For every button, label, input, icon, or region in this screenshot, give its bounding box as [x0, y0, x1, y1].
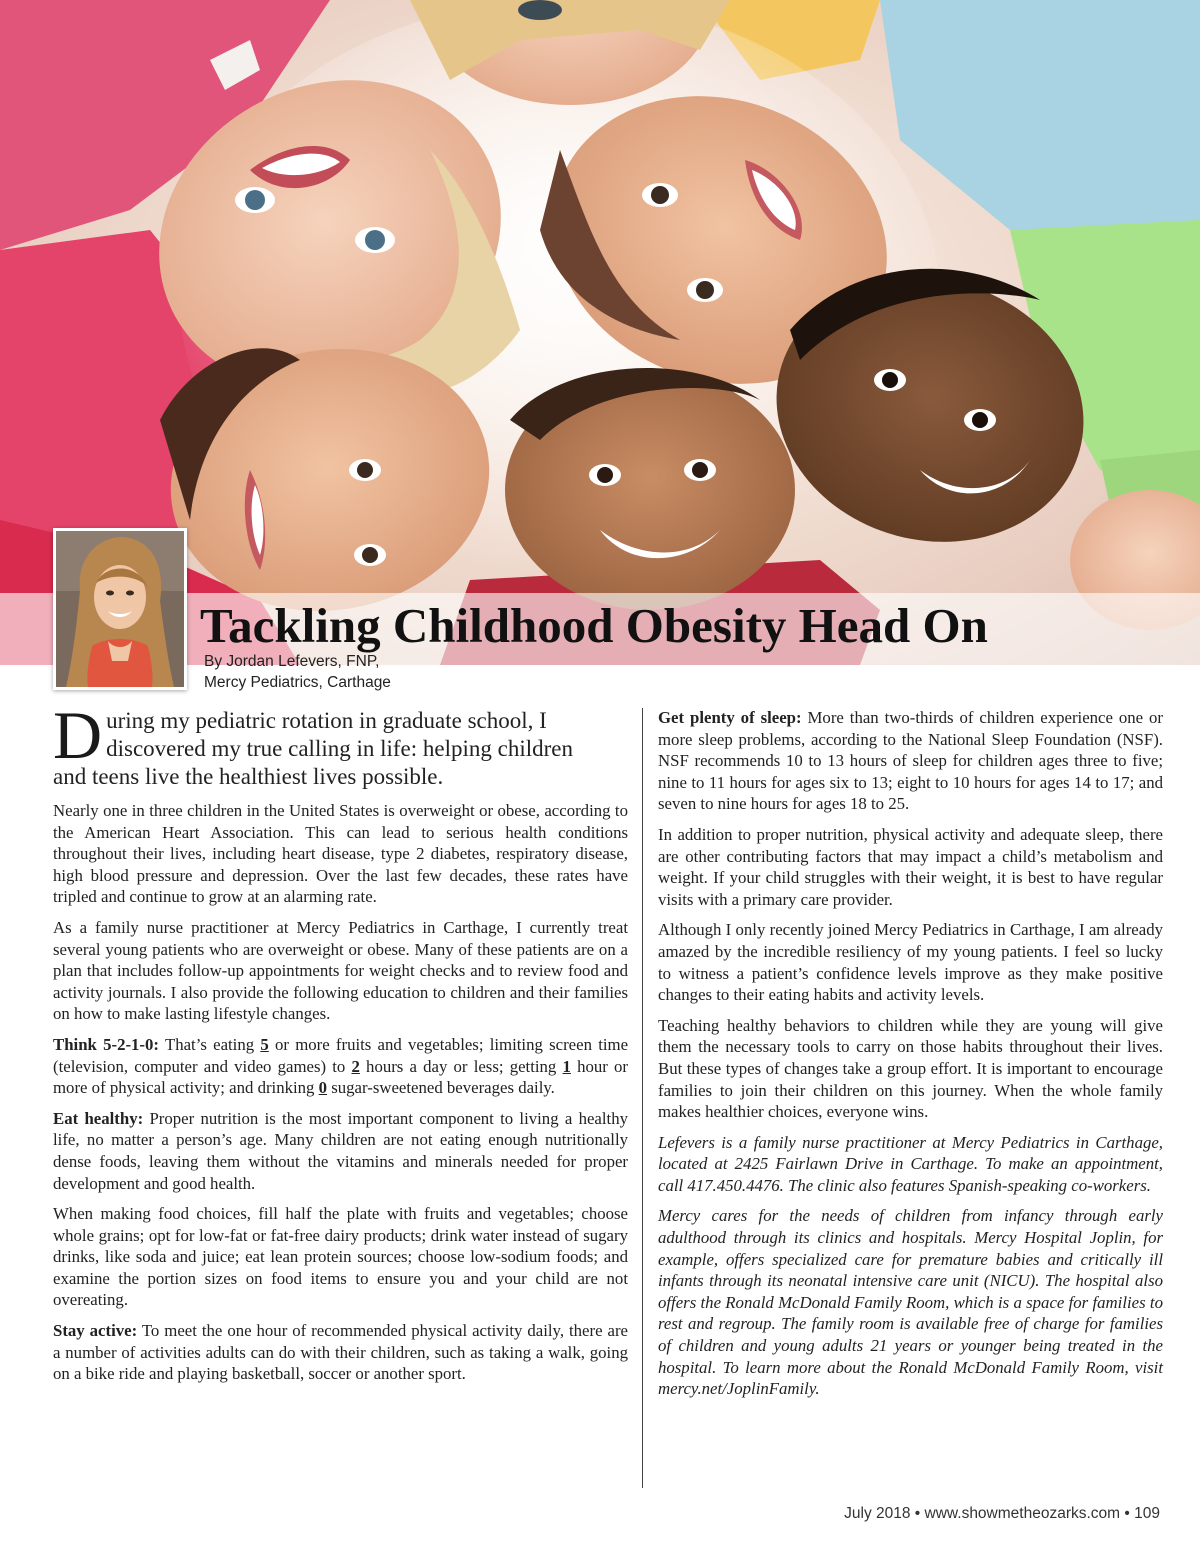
think-number-5: 5: [260, 1034, 269, 1054]
column-divider: [642, 708, 643, 1488]
think-text-3: hours a day or less; getting: [359, 1056, 563, 1076]
byline: [204, 651, 391, 693]
think-number-0: 0: [318, 1078, 328, 1098]
paragraph-practice: As a family nurse practitioner at Mercy Pediatrics in Carthage, I currently treat several young patients who are overweight or obese. Many of these patients are on a plan that includes follow-up appointments for weight checks and to review food and activity journals. I also provide the following education to children and their families on how to make lasting lifestyle changes.: [53, 917, 628, 1024]
lead-paragraph: [53, 697, 628, 791]
paragraph-think-5210: [53, 1034, 628, 1099]
sleep-heading: Get plenty of sleep:: [658, 708, 802, 727]
paragraph-resiliency: Although I only recently joined Mercy Pediatrics in Carthage, I am already amazed by the incredible resiliency of my young patients. I feel so lucky to witness a patient’s confidence levels improve as they make positive changes to their eating habits and activity levels.: [658, 920, 1163, 1005]
lead-line-2: discovered my true calling in life: helping children: [106, 736, 573, 761]
website-url: www.showmetheozarks.com: [924, 1505, 1121, 1522]
lead-line-1: uring my pediatric rotation in graduate school, I: [106, 708, 547, 733]
eat-healthy-heading: Eat healthy:: [53, 1108, 144, 1128]
think-text-4: hour or more of physical activity; and drinking: [53, 1056, 628, 1098]
lead-line-3: and teens live the healthiest lives possible.: [53, 764, 444, 789]
stay-active-body: To meet the one hour of recommended physical activity daily, there are a number of activities adults can do with their children, such as taking a walk, going on a bike ride and playing basketball, soccer or another sport.: [53, 1321, 628, 1384]
think-heading: Think 5-2-1-0:: [53, 1034, 160, 1054]
footer-separator: •: [910, 1505, 925, 1522]
page-number: 109: [1134, 1505, 1160, 1522]
article-title: Tackling Childhood Obesity Head On: [200, 598, 988, 653]
byline-affiliation: Mercy Pediatrics, Carthage: [204, 674, 391, 691]
mercy-info: Mercy cares for the needs of children from infancy through early adulthood through its clinics and hospitals. Mercy Hospital Joplin, for example, offers specialized care for premature babies and critically ill infants through its neonatal intensive care unit (NICU). The hospital also offers the Ronald McDonald Family Room, which is a space for families to rest and regroup. The family room is available free of charge for families of children and young adults 21 years or younger being treated in the hospital. To learn more about the Ronald McDonald Family Room, visit mercy.net/JoplinFamily.: [658, 1206, 1163, 1399]
page-footer: [844, 1505, 1160, 1523]
think-text-5: sugar-sweetened beverages daily.: [327, 1078, 555, 1098]
article-column-left: [53, 697, 629, 1394]
paragraph-sleep: [658, 707, 1163, 815]
paragraph-statistics: Nearly one in three children in the United States is overweight or obese, according to the American Heart Association. This can lead to serious health conditions throughout their lives, including heart disease, type 2 diabetes, respiratory disease, high blood pressure and depression. Over the last few decades, these rates have tripled and continue to grow at an alarming rate.: [53, 801, 628, 907]
think-text-1: That’s eating: [159, 1034, 261, 1054]
think-text-2: or more fruits and vegetables; limiting screen time (television, computer and video games) to: [53, 1034, 629, 1076]
eat-healthy-body: Proper nutrition is the most important component to living a healthy life, no matter a person’s age. Many children are not eating enough nutritionally dense foods, leaving them without the vitamins and minerals needed for proper development and good health.: [53, 1108, 628, 1193]
author-notes: [658, 1132, 1163, 1400]
author-bio: Lefevers is a family nurse practitioner at Mercy Pediatrics in Carthage, located at 2425 Fairlawn Drive in Carthage. To make an appointment, call 417.450.4476. The clinic also features Spanish-speaking co-workers.: [658, 1132, 1163, 1195]
footer-separator: •: [1120, 1505, 1135, 1522]
drop-cap: D: [53, 697, 103, 773]
author-portrait-illustration: [56, 531, 184, 687]
paragraph-stay-active: [53, 1320, 628, 1385]
sleep-body: More than two-thirds of children experience one or more sleep problems, according to the National Sleep Foundation (NSF). NSF recommends 10 to 13 hours of sleep for children ages three to five; nine to 11 hours for ages six to 13; eight to 10 hours for ages 14 to 17; and seven to nine hours for ages 18 to 25.: [658, 708, 1163, 814]
paragraph-eat-healthy: [53, 1108, 628, 1194]
issue-date: July 2018: [844, 1505, 911, 1522]
think-number-2: 2: [351, 1056, 360, 1076]
paragraph-teaching: Teaching healthy behaviors to children while they are young will give them the necessary tools to carry on those habits throughout their lives. But these types of changes take a group effort. It is important to encourage families to join their children on this journey. When the whole family makes healthier choices, everyone wins.: [658, 1015, 1163, 1122]
paragraph-other-factors: In addition to proper nutrition, physical activity and adequate sleep, there are other contributing factors that may impact a child’s metabolism and weight. If your child struggles with their weight, it is best to have regular visits with a primary care provider.: [658, 824, 1163, 909]
paragraph-food-choices: When making food choices, fill half the plate with fruits and vegetables; choose whole grains; opt for low-fat or fat-free dairy products; drink water instead of sugary drinks, like soda and juice; eat lean protein sources; choose low-sodium foods; and examine the portion sizes on food items to ensure you and your child are not overeating.: [53, 1204, 628, 1310]
stay-active-heading: Stay active:: [53, 1321, 138, 1341]
author-headshot: [53, 528, 187, 690]
byline-author: By Jordan Lefevers, FNP,: [204, 653, 380, 670]
think-number-1: 1: [562, 1056, 571, 1076]
article-column-right: [658, 707, 1163, 1409]
